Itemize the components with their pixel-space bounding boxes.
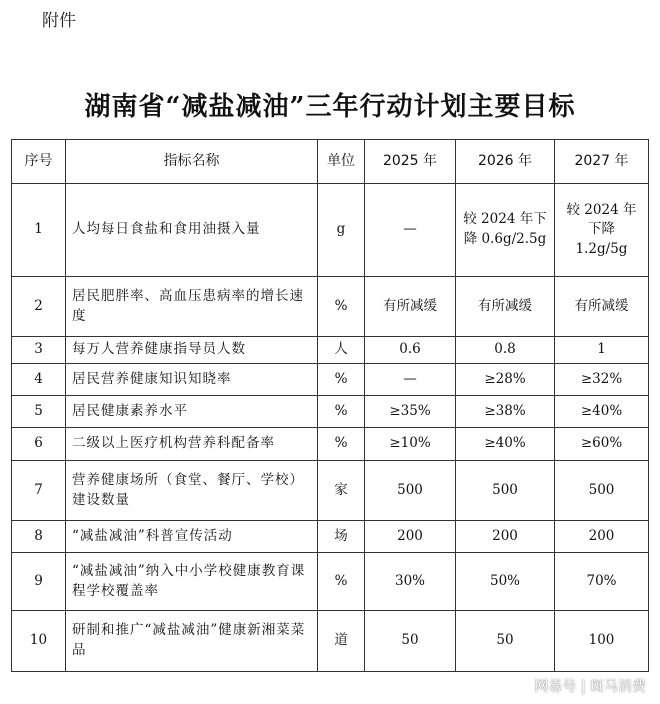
cell-2026: ≥28% — [456, 364, 555, 396]
cell-2027: ≥40% — [555, 396, 649, 428]
attachment-label: 附件 — [42, 11, 76, 31]
cell-2025: 500 — [365, 461, 456, 521]
table-row — [12, 461, 649, 521]
cell-unit: 场 — [318, 521, 365, 553]
cell-2025: ≥35% — [365, 396, 456, 428]
cell-2027: 1 — [555, 337, 649, 364]
cell-2026: 200 — [456, 521, 555, 553]
table-row — [12, 611, 649, 672]
cell-unit: 家 — [318, 461, 365, 521]
cell-2025: 30% — [365, 553, 456, 611]
cell-indicator: “减盐减油”科普宣传活动 — [66, 521, 318, 553]
table-row — [12, 428, 649, 461]
table-row — [12, 184, 649, 277]
cell-index: 10 — [12, 611, 66, 672]
cell-2025: ≥10% — [365, 428, 456, 461]
table-row — [12, 364, 649, 396]
cell-2027: 有所减缓 — [555, 277, 649, 337]
cell-2025: 50 — [365, 611, 456, 672]
cell-unit: % — [318, 364, 365, 396]
cell-2027: 70% — [555, 553, 649, 611]
header-indicator: 指标名称 — [66, 140, 318, 184]
table-row — [12, 553, 649, 611]
cell-index: 3 — [12, 337, 66, 364]
cell-2027: 500 — [555, 461, 649, 521]
cell-indicator: 研制和推广“减盐减油”健康新湘菜菜品 — [66, 611, 318, 672]
targets-table — [11, 139, 649, 672]
cell-2025: 有所减缓 — [365, 277, 456, 337]
cell-2027: ≥32% — [555, 364, 649, 396]
cell-indicator: 居民肥胖率、高血压患病率的增长速度 — [66, 277, 318, 337]
cell-unit: % — [318, 277, 365, 337]
cell-2026: 50 — [456, 611, 555, 672]
cell-indicator: 人均每日食盐和食用油摄入量 — [66, 184, 318, 277]
table-row — [12, 337, 649, 364]
cell-index: 8 — [12, 521, 66, 553]
cell-index: 1 — [12, 184, 66, 277]
table-row — [12, 521, 649, 553]
cell-index: 4 — [12, 364, 66, 396]
cell-indicator: “减盐减油”纳入中小学校健康教育课程学校覆盖率 — [66, 553, 318, 611]
cell-unit: % — [318, 553, 365, 611]
cell-2026: ≥38% — [456, 396, 555, 428]
cell-2026: 较 2024 年下降 0.6g/2.5g — [456, 184, 555, 277]
cell-indicator: 居民健康素养水平 — [66, 396, 318, 428]
cell-unit: % — [318, 428, 365, 461]
cell-2025: — — [365, 184, 456, 277]
cell-index: 5 — [12, 396, 66, 428]
cell-unit: % — [318, 396, 365, 428]
document-title: 湖南省“减盐减油”三年行动计划主要目标 — [84, 92, 576, 122]
header-2027: 2027 年 — [555, 140, 649, 184]
cell-2027: 100 — [555, 611, 649, 672]
cell-unit: 道 — [318, 611, 365, 672]
cell-index: 2 — [12, 277, 66, 337]
cell-unit: 人 — [318, 337, 365, 364]
table-row — [12, 277, 649, 337]
cell-2026: 有所减缓 — [456, 277, 555, 337]
cell-2027: 200 — [555, 521, 649, 553]
header-2025: 2025 年 — [365, 140, 456, 184]
source-watermark: 网易号 | 斑马消费 — [534, 679, 646, 695]
cell-unit: g — [318, 184, 365, 277]
cell-indicator: 居民营养健康知识知晓率 — [66, 364, 318, 396]
cell-2027: ≥60% — [555, 428, 649, 461]
cell-2025: — — [365, 364, 456, 396]
cell-2027: 较 2024 年下降 1.2g/5g — [555, 184, 649, 277]
cell-2026: 50% — [456, 553, 555, 611]
cell-indicator: 营养健康场所（食堂、餐厅、学校）建设数量 — [66, 461, 318, 521]
cell-2026: 0.8 — [456, 337, 555, 364]
table-row — [12, 396, 649, 428]
cell-indicator: 二级以上医疗机构营养科配备率 — [66, 428, 318, 461]
cell-2026: 500 — [456, 461, 555, 521]
cell-index: 6 — [12, 428, 66, 461]
table-header-row — [12, 140, 649, 184]
cell-indicator: 每万人营养健康指导员人数 — [66, 337, 318, 364]
header-index: 序号 — [12, 140, 66, 184]
cell-index: 7 — [12, 461, 66, 521]
header-unit: 单位 — [318, 140, 365, 184]
cell-2025: 200 — [365, 521, 456, 553]
header-2026: 2026 年 — [456, 140, 555, 184]
cell-2025: 0.6 — [365, 337, 456, 364]
cell-2026: ≥40% — [456, 428, 555, 461]
cell-index: 9 — [12, 553, 66, 611]
